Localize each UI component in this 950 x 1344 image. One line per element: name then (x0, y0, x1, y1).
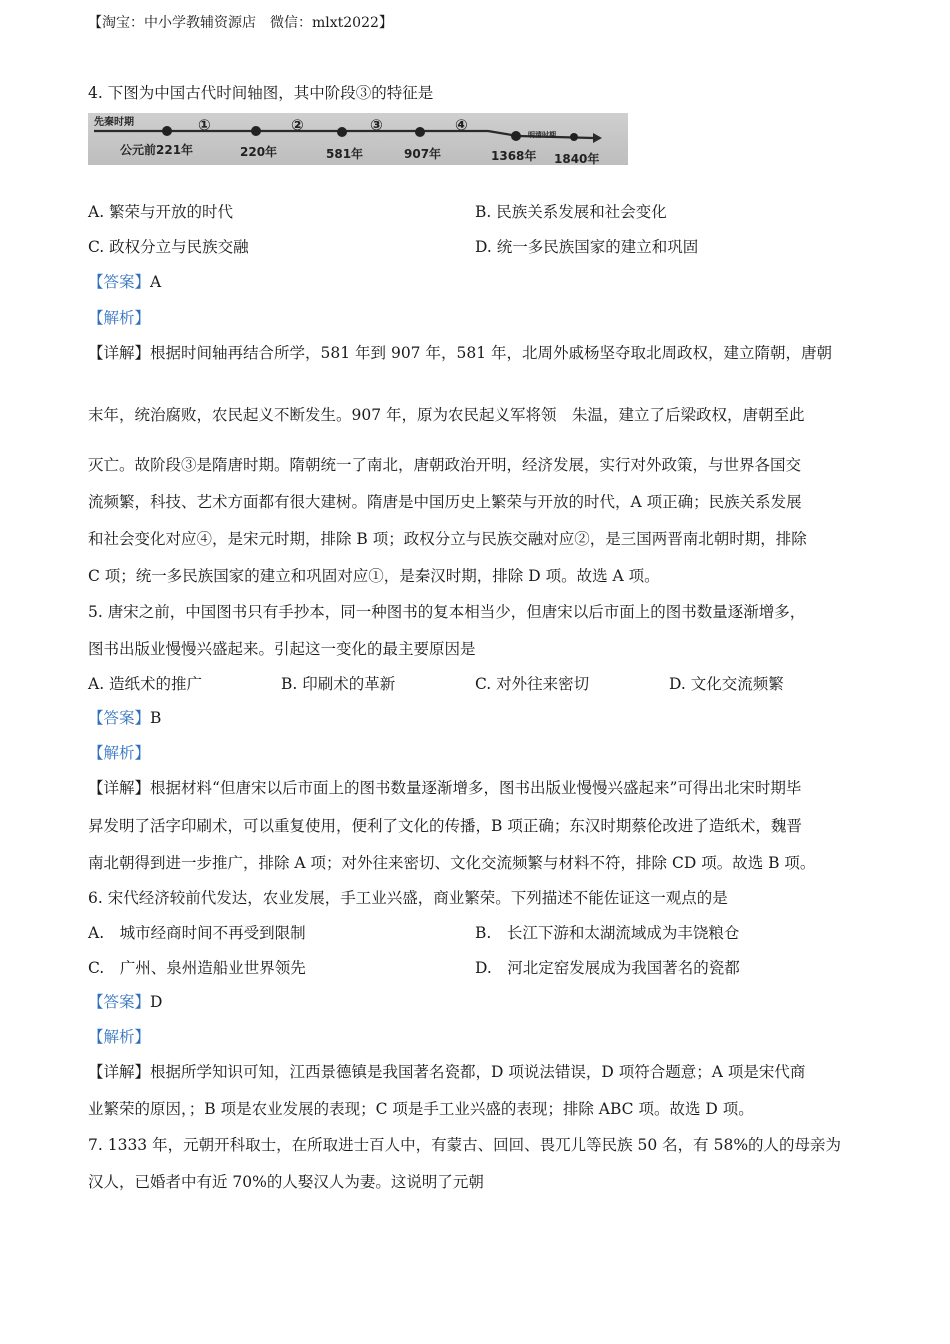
timeline-node (415, 127, 425, 137)
timeline-node (337, 127, 347, 137)
q6-option-b: B. 长江下游和太湖流域成为丰饶粮仓 (475, 924, 740, 942)
q6-detail-line-2: 业繁荣的原因，；B 项是农业发展的表现；C 项是手工业兴盛的表现；排除 ABC 项。故选 D 项。 (88, 1100, 754, 1118)
q4-answer (88, 270, 161, 292)
timeline-year-5: 1368年 (491, 149, 537, 163)
q5-answer (88, 706, 161, 728)
timeline-year-1: 公元前221年 (120, 143, 194, 157)
q4-option-b: B. 民族关系发展和社会变化 (475, 203, 667, 221)
answer-tag: 【答案】 (88, 709, 151, 727)
timeline-end-label: 明清时期 (528, 131, 556, 139)
q6-option-c: C. 广州、泉州造船业世界领先 (88, 959, 306, 977)
q4-detail-line-2: 末年，统治腐败，农民起义不断发生。907 年，原为农民起义军将领 朱温，建立了后梁政权，唐朝至此 (88, 406, 805, 424)
page-header: 【淘宝：中小学教辅资源店 微信：mlxt2022】 (88, 15, 393, 31)
answer-value: B (150, 709, 162, 727)
timeline-year-6: 1840年 (554, 152, 600, 165)
q5-detail-line-2: 昇发明了活字印刷术，可以重复使用，便利了文化的传播，B 项正确；东汉时期蔡伦改进了造纸术，魏晋 (88, 817, 802, 835)
q6-detail-line-1 (88, 1060, 805, 1082)
detail-text: 根据时间轴再结合所学，581 年到 907 年，581 年，北周外戚杨坚夺取北周政权，建立隋朝，唐朝 (150, 344, 832, 362)
detail-text: 根据材料“但唐宋以后市面上的图书数量逐渐增多，图书出版业慢慢兴盛起来”可得出北宋时期毕 (150, 779, 802, 797)
answer-tag: 【答案】 (88, 273, 151, 291)
q4-detail-line-1 (88, 341, 832, 363)
timeline-node (251, 126, 261, 136)
q5-option-d: D. 文化交流频繁 (669, 675, 784, 693)
q4-option-c: C. 政权分立与民族交融 (88, 238, 249, 256)
detail-tag: 【详解】 (88, 344, 151, 362)
q5-option-c: C. 对外往来密切 (475, 675, 590, 693)
answer-value: A (150, 273, 162, 291)
timeline-stage-2: ② (291, 116, 304, 134)
detail-tag: 【详解】 (88, 779, 151, 797)
q6-stem: 6. 宋代经济较前代发达，农业发展，手工业兴盛，商业繁荣。下列描述不能佐证这一观点的是 (88, 889, 728, 907)
q5-detail-line-3: 南北朝得到进一步推广，排除 A 项；对外往来密切、文化交流频繁与材料不符，排除 CD 项。故选 B 项。 (88, 854, 816, 872)
q5-stem-line-1: 5. 唐宋之前，中国图书只有手抄本，同一种图书的复本相当少，但唐宋以后市面上的图书数量逐渐增多， (88, 603, 806, 621)
q7-stem-line-2: 汉人，已婚者中有近 70%的人娶汉人为妻。这说明了元朝 (88, 1173, 484, 1191)
detail-text: 根据所学知识可知，江西景德镇是我国著名瓷都，D 项说法错误，D 项符合题意；A 项是宋代商 (150, 1063, 806, 1081)
timeline-year-2: 220年 (240, 145, 278, 159)
q5-option-a: A. 造纸术的推广 (88, 675, 203, 693)
q4-analysis-tag: 【解析】 (88, 309, 151, 327)
q4-timeline-figure (88, 113, 628, 165)
q4-detail-line-3: 灭亡。故阶段③是隋唐时期。隋朝统一了南北，唐朝政治开明，经济发展，实行对外政策，与世界各国交 (88, 456, 802, 474)
timeline-stage-4: ④ (455, 116, 468, 134)
q4-detail-line-5: 和社会变化对应④，是宋元时期，排除 B 项；政权分立与民族交融对应②，是三国两晋南北朝时期，排除 (88, 530, 807, 548)
timeline-year-3: 581年 (326, 147, 364, 161)
timeline-node (511, 131, 521, 141)
q4-option-a: A. 繁荣与开放的时代 (88, 203, 234, 221)
detail-tag: 【详解】 (88, 1063, 151, 1081)
q4-option-d: D. 统一多民族国家的建立和巩固 (475, 238, 699, 256)
timeline-node (162, 126, 172, 136)
timeline-start-label: 先秦时期 (94, 117, 134, 128)
timeline-year-4: 907年 (404, 147, 442, 161)
timeline-stage-3: ③ (370, 116, 383, 134)
timeline-stage-1: ① (198, 116, 211, 134)
answer-tag: 【答案】 (88, 993, 151, 1011)
q4-stem: 4. 下图为中国古代时间轴图，其中阶段③的特征是 (88, 84, 434, 102)
q5-stem-line-2: 图书出版业慢慢兴盛起来。引起这一变化的最主要原因是 (88, 640, 476, 658)
q6-answer (88, 990, 162, 1012)
timeline-node (570, 133, 578, 141)
q6-option-a: A. 城市经商时间不再受到限制 (88, 924, 306, 942)
q7-stem-line-1: 7. 1333 年，元朝开科取士，在所取进士百人中，有蒙古、回回、畏兀儿等民族 50 名，有 58%的人的母亲为 (88, 1136, 842, 1154)
q6-option-d: D. 河北定窑发展成为我国著名的瓷都 (475, 959, 740, 977)
q5-analysis-tag: 【解析】 (88, 744, 151, 762)
q4-detail-line-4: 流频繁，科技、艺术方面都有很大建树。隋唐是中国历史上繁荣与开放的时代，A 项正确；民族关系发展 (88, 493, 802, 511)
q6-analysis-tag: 【解析】 (88, 1028, 151, 1046)
q5-detail-line-1 (88, 776, 801, 798)
answer-value: D (150, 993, 163, 1011)
q5-option-b: B. 印刷术的革新 (281, 675, 396, 693)
q4-detail-line-6: C 项；统一多民族国家的建立和巩固对应①，是秦汉时期，排除 D 项。故选 A 项。 (88, 567, 660, 585)
